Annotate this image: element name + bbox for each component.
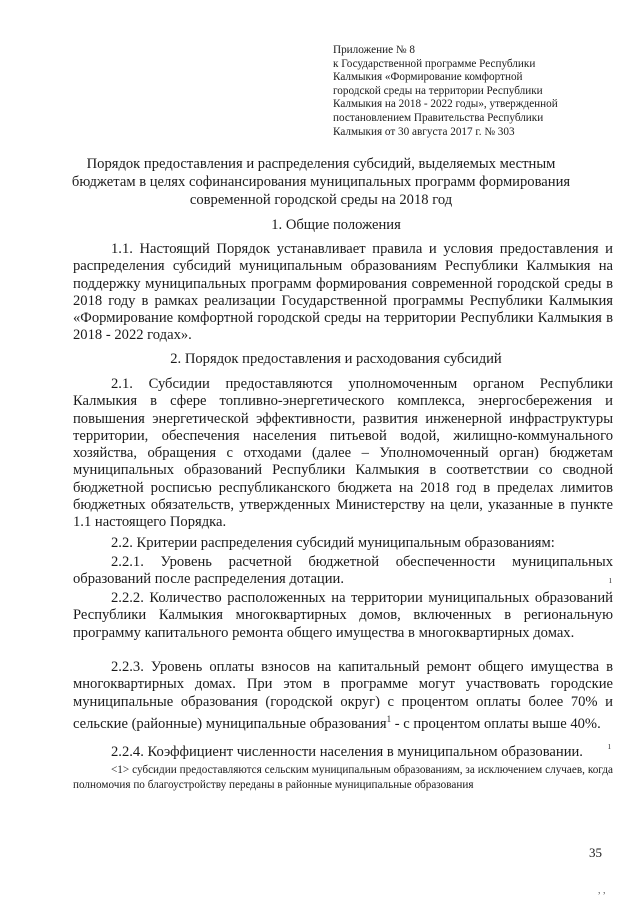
appendix-line: Калмыкия от 30 августа 2017 г. № 303: [333, 125, 515, 138]
footnote-reference: 1: [386, 713, 392, 724]
appendix-line: Калмыкия «Формирование комфортной: [333, 71, 523, 84]
appendix-line: Приложение № 8: [333, 44, 415, 56]
appendix-line: к Государственной программе Республики: [333, 57, 536, 70]
paragraph-2-2-1: 2.2.1. Уровень расчетной бюджетной обеспеченности муниципальных образований после распределения дотации.: [73, 554, 613, 588]
scan-mark: ı: [608, 741, 611, 752]
document-title: Порядок предоставления и распределения субсидий, выделяемых местным бюджетам в целях софинансирования муниципальных программ формирования современной городской среды на 2018 год: [71, 156, 571, 208]
paragraph-2-2: 2.2. Критерии распределения субсидий муниципальным образованиям:: [111, 535, 555, 551]
paragraph-2-2-3-text-a: 2.2.3. Уровень оплаты взносов на капитальный ремонт общего имущества в многоквартирных домах. При этом в программе могут участвовать городские муниципальные образования (городской округ) с процентом оплаты более 70% и сельские (районные) муниципальные образования: [73, 659, 613, 732]
section-2-heading: 2. Порядок предоставления и расходования субсидий: [170, 351, 502, 367]
appendix-line: постановлением Правительства Республики: [333, 111, 544, 124]
paragraph-2-2-3: [73, 659, 613, 733]
paragraph-2-2-3-text-b: - с процентом оплаты выше 40%.: [391, 715, 601, 732]
appendix-line: городской среды на территории Республики: [333, 84, 543, 97]
paragraph-2-1: 2.1. Субсидии предоставляются уполномоченным органом Республики Калмыкия в сфере топливно-энергетического комплекса, энергосбережения и повышения энергетической эффективности, развития инженерной инфраструктуры территории, обеспечения населения питьевой водой, жилищно-коммунального хозяйства, обращения с отходами (далее – Уполномоченный орган) бюджетам муниципальных образований Республики Калмыкия в соответствии со сводной бюджетной росписью республиканского бюджета на 2018 год в пределах лимитов бюджетных обязательств, утвержденных Министерству на цели, указанные в пункте 1.1 настоящего Порядка.: [73, 376, 613, 531]
scan-mark: ı: [609, 575, 612, 586]
footnote: <1> субсидии предоставляются сельским муниципальным образованиям, за исключением случаев, когда полномочия по благоустройству переданы в районные муниципальные образования: [73, 764, 613, 792]
scan-mark: , ,: [598, 885, 606, 896]
paragraph-1-1: 1.1. Настоящий Порядок устанавливает правила и условия предоставления и распределения субсидий муниципальным образованиям Республики Калмыкия на поддержку муниципальных программ формирования современной городской среды в 2018 году в рамках реализации Государственной программы Республики Калмыкия «Формирование комфортной городской среды на территории Республики Калмыкия в 2018 - 2022 годах».: [73, 241, 613, 344]
paragraph-2-2-4: 2.2.4. Коэффициент численности населения в муниципальном образовании.: [111, 744, 583, 760]
appendix-note: [333, 44, 613, 139]
appendix-line: Калмыкия на 2018 - 2022 годы», утвержденной: [333, 98, 558, 111]
section-1-heading: 1. Общие положения: [271, 217, 401, 233]
paragraph-2-2-2: 2.2.2. Количество расположенных на территории муниципальных образований Республики Калмыкия многоквартирных домов, включенных в региональную программу капитального ремонта общего имущества в многоквартирных домах.: [73, 590, 613, 641]
page-number: 35: [589, 845, 602, 860]
